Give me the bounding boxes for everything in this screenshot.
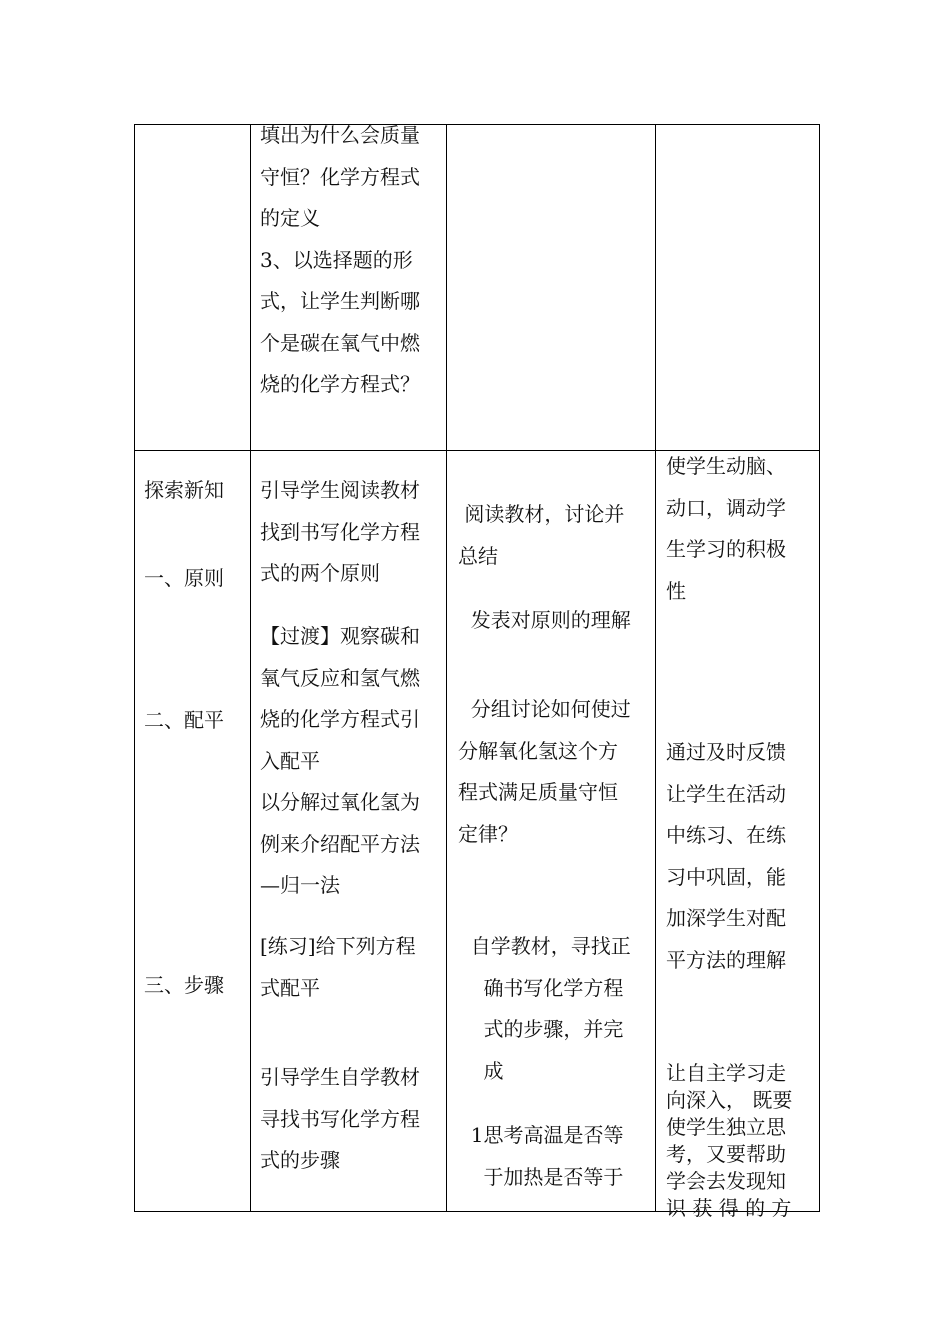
col-divider-2	[446, 124, 447, 1212]
section-item-balancing: 二、配平	[144, 708, 224, 732]
design-intent-autonomy: 让自主学习走 向深入， 既要 使学生独立思 考，又要帮助 学会去发现知 识 获 得 的 方	[666, 1061, 793, 1220]
table-right-border	[819, 124, 820, 1212]
table-left-border	[134, 124, 135, 1212]
design-intent-engage: 使学生动脑、 动口，调动学 生学习的积极 性	[666, 454, 786, 603]
teacher-activity-read: 引导学生阅读教材 找到书写化学方程 式的两个原则	[260, 478, 420, 585]
student-activity-group: 分组讨论如何使过 分解氧化氢这个方 程式满足质量守恒 定律？	[458, 697, 631, 846]
design-intent-feedback: 通过及时反馈 让学生在活动 中练习、在练 习中巩固，能 加深学生对配 平方法的理解	[666, 740, 786, 972]
section-title: 探索新知	[144, 478, 224, 502]
section-item-principle: 一、原则	[144, 566, 224, 590]
student-activity-self-study: 自学教材，寻找正 确书写化学方程 式的步骤，并完 成	[470, 934, 631, 1083]
teacher-activity-self-study: 引导学生自学教材 寻找书写化学方程 式的步骤	[260, 1065, 420, 1172]
col-divider-1	[250, 124, 251, 1212]
student-activity-read: 阅读教材，讨论并 总结	[458, 502, 625, 568]
student-activity-express: 发表对原则的理解	[458, 608, 631, 632]
section-item-steps: 三、步骤	[144, 973, 224, 997]
teacher-activity-exercise: [练习]给下列方程 式配平	[260, 934, 416, 1000]
row1-teacher-activity: 填出为什么会质量 守恒？化学方程式 的定义 3、以选择题的形 式，让学生判断哪 个是碳在氧气中燃 烧的化学方程式？	[260, 123, 420, 396]
teacher-activity-transition: 【过渡】观察碳和 氧气反应和氢气燃 烧的化学方程式引 入配平 以分解过氧化氢为 例来介绍配平方法 —归一法	[260, 624, 420, 897]
table-top-border	[134, 124, 820, 125]
col-divider-3	[655, 124, 656, 1212]
student-activity-think: 1思考高温是否等 于加热是否等于	[470, 1123, 624, 1189]
